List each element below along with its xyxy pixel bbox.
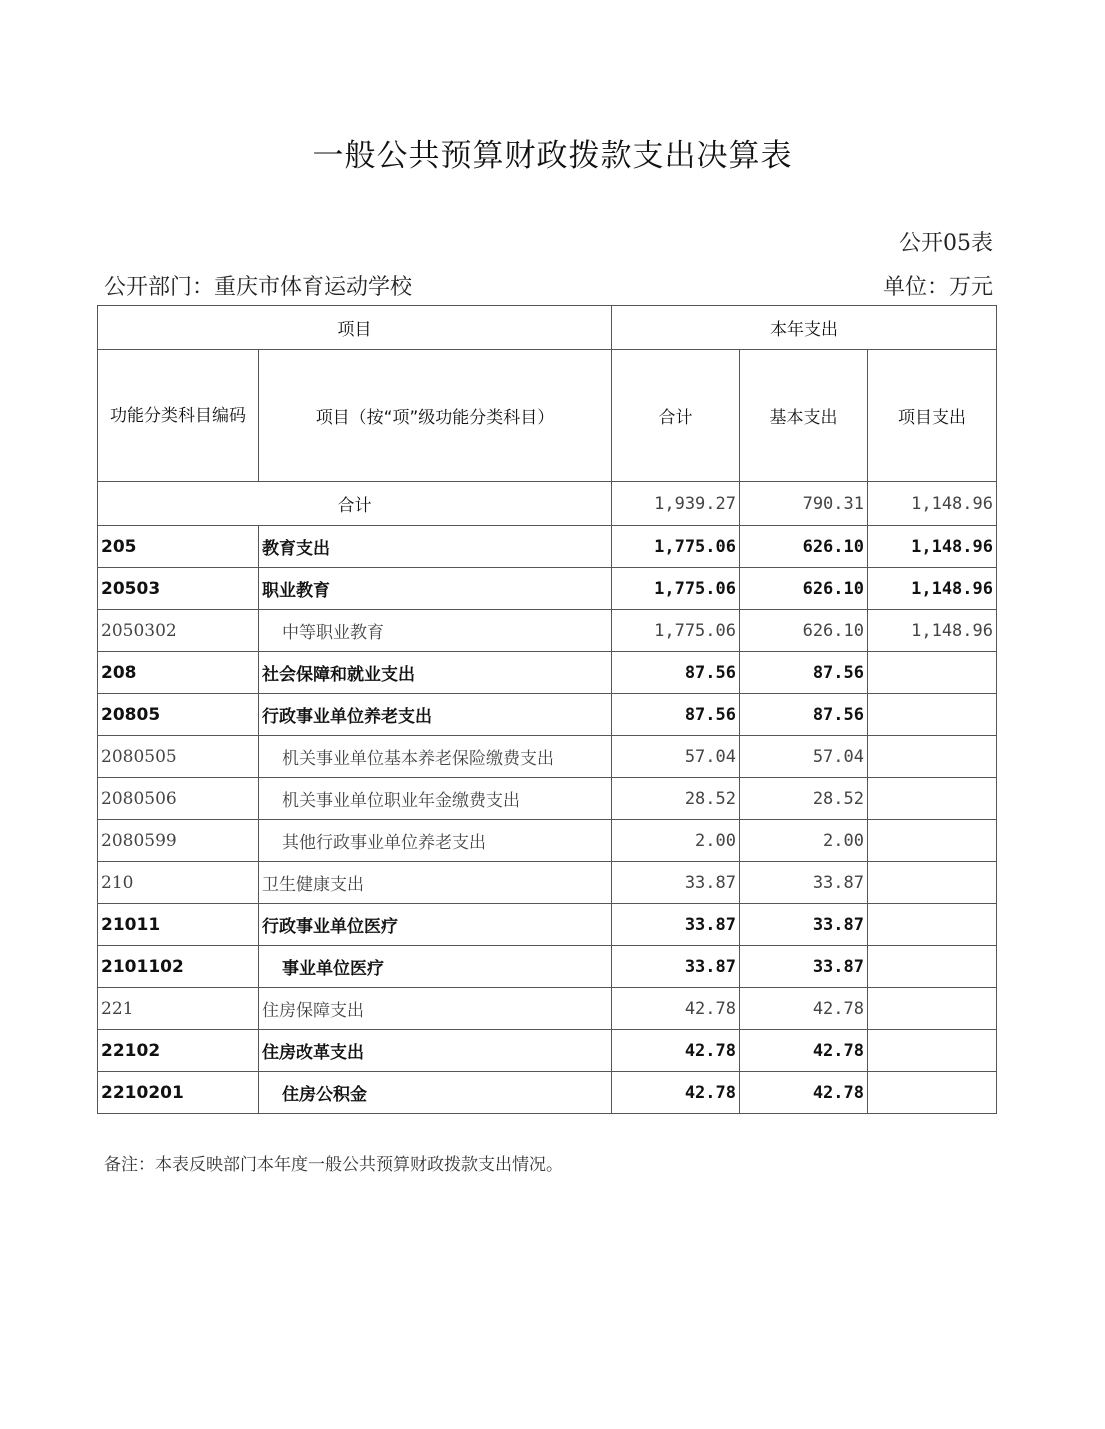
row-name: 事业单位医疗 <box>259 946 612 988</box>
row-project <box>868 778 997 820</box>
row-code: 2080505 <box>98 736 259 778</box>
row-basic: 42.78 <box>740 988 868 1030</box>
page-title: 一般公共预算财政拨款支出决算表 <box>312 138 793 174</box>
row-project <box>868 652 997 694</box>
row-basic: 33.87 <box>740 904 868 946</box>
row-name: 机关事业单位职业年金缴费支出 <box>259 778 612 820</box>
table-row <box>98 610 997 652</box>
row-code: 208 <box>98 652 259 694</box>
row-total: 33.87 <box>612 862 740 904</box>
row-name: 住房保障支出 <box>259 988 612 1030</box>
row-code: 2080506 <box>98 778 259 820</box>
header-row-2 <box>98 350 997 482</box>
row-project <box>868 862 997 904</box>
row-total: 87.56 <box>612 652 740 694</box>
row-total: 1,775.06 <box>612 526 740 568</box>
row-total: 42.78 <box>612 1030 740 1072</box>
row-name: 机关事业单位基本养老保险缴费支出 <box>259 736 612 778</box>
row-project <box>868 820 997 862</box>
row-code: 221 <box>98 988 259 1030</box>
row-total: 42.78 <box>612 988 740 1030</box>
row-name: 卫生健康支出 <box>259 862 612 904</box>
row-total: 33.87 <box>612 904 740 946</box>
row-name: 住房改革支出 <box>259 1030 612 1072</box>
row-project <box>868 946 997 988</box>
row-basic: 87.56 <box>740 652 868 694</box>
header-project: 项目支出 <box>868 350 997 482</box>
row-total: 42.78 <box>612 1072 740 1114</box>
row-name: 教育支出 <box>259 526 612 568</box>
row-total: 1,775.06 <box>612 568 740 610</box>
header-code: 功能分类科目编码 <box>98 350 259 482</box>
row-basic: 42.78 <box>740 1030 868 1072</box>
table-row <box>98 736 997 778</box>
header-name: 项目（按“项”级功能分类科目） <box>259 350 612 482</box>
row-project <box>868 736 997 778</box>
row-total: 33.87 <box>612 946 740 988</box>
row-name: 行政事业单位医疗 <box>259 904 612 946</box>
row-code: 20503 <box>98 568 259 610</box>
row-total: 28.52 <box>612 778 740 820</box>
row-basic: 626.10 <box>740 526 868 568</box>
table-row <box>98 946 997 988</box>
row-code: 22102 <box>98 1030 259 1072</box>
total-amount: 1,939.27 <box>612 482 740 526</box>
row-project <box>868 988 997 1030</box>
row-code: 210 <box>98 862 259 904</box>
row-total: 57.04 <box>612 736 740 778</box>
row-basic: 626.10 <box>740 568 868 610</box>
row-code: 21011 <box>98 904 259 946</box>
row-name: 行政事业单位养老支出 <box>259 694 612 736</box>
row-project <box>868 1030 997 1072</box>
form-number: 公开05表 <box>899 231 993 256</box>
row-code: 2101102 <box>98 946 259 988</box>
row-name: 中等职业教育 <box>259 610 612 652</box>
table-row <box>98 568 997 610</box>
row-basic: 33.87 <box>740 946 868 988</box>
row-name: 社会保障和就业支出 <box>259 652 612 694</box>
table-row <box>98 1030 997 1072</box>
header-total: 合计 <box>612 350 740 482</box>
table-row <box>98 778 997 820</box>
table-row <box>98 820 997 862</box>
department-label: 公开部门：重庆市体育运动学校 <box>104 275 413 300</box>
row-basic: 626.10 <box>740 610 868 652</box>
unit-label: 单位：万元 <box>882 275 993 300</box>
row-code: 2050302 <box>98 610 259 652</box>
row-code: 2210201 <box>98 1072 259 1114</box>
row-code: 2080599 <box>98 820 259 862</box>
row-project: 1,148.96 <box>868 610 997 652</box>
row-basic: 42.78 <box>740 1072 868 1114</box>
row-name: 职业教育 <box>259 568 612 610</box>
row-project: 1,148.96 <box>868 526 997 568</box>
row-code: 20805 <box>98 694 259 736</box>
row-name: 住房公积金 <box>259 1072 612 1114</box>
row-total: 1,775.06 <box>612 610 740 652</box>
row-basic: 2.00 <box>740 820 868 862</box>
table-row <box>98 694 997 736</box>
table-row <box>98 1072 997 1114</box>
row-project <box>868 694 997 736</box>
table-row <box>98 862 997 904</box>
header-current-year: 本年支出 <box>612 306 997 350</box>
table-row <box>98 652 997 694</box>
row-code: 205 <box>98 526 259 568</box>
row-project: 1,148.96 <box>868 568 997 610</box>
footnote: 备注：本表反映部门本年度一般公共预算财政拨款支出情况。 <box>104 1155 563 1175</box>
row-project <box>868 904 997 946</box>
row-basic: 87.56 <box>740 694 868 736</box>
header-row-1 <box>98 306 997 350</box>
expenditure-table <box>97 305 997 1114</box>
header-basic: 基本支出 <box>740 350 868 482</box>
row-project <box>868 1072 997 1114</box>
row-basic: 57.04 <box>740 736 868 778</box>
total-project: 1,148.96 <box>868 482 997 526</box>
header-item: 项目 <box>98 306 612 350</box>
table-row <box>98 988 997 1030</box>
total-row <box>98 482 997 526</box>
row-total: 2.00 <box>612 820 740 862</box>
row-name: 其他行政事业单位养老支出 <box>259 820 612 862</box>
row-basic: 28.52 <box>740 778 868 820</box>
row-basic: 33.87 <box>740 862 868 904</box>
total-basic: 790.31 <box>740 482 868 526</box>
table-row <box>98 904 997 946</box>
table-row <box>98 526 997 568</box>
row-total: 87.56 <box>612 694 740 736</box>
total-label: 合计 <box>98 482 612 526</box>
